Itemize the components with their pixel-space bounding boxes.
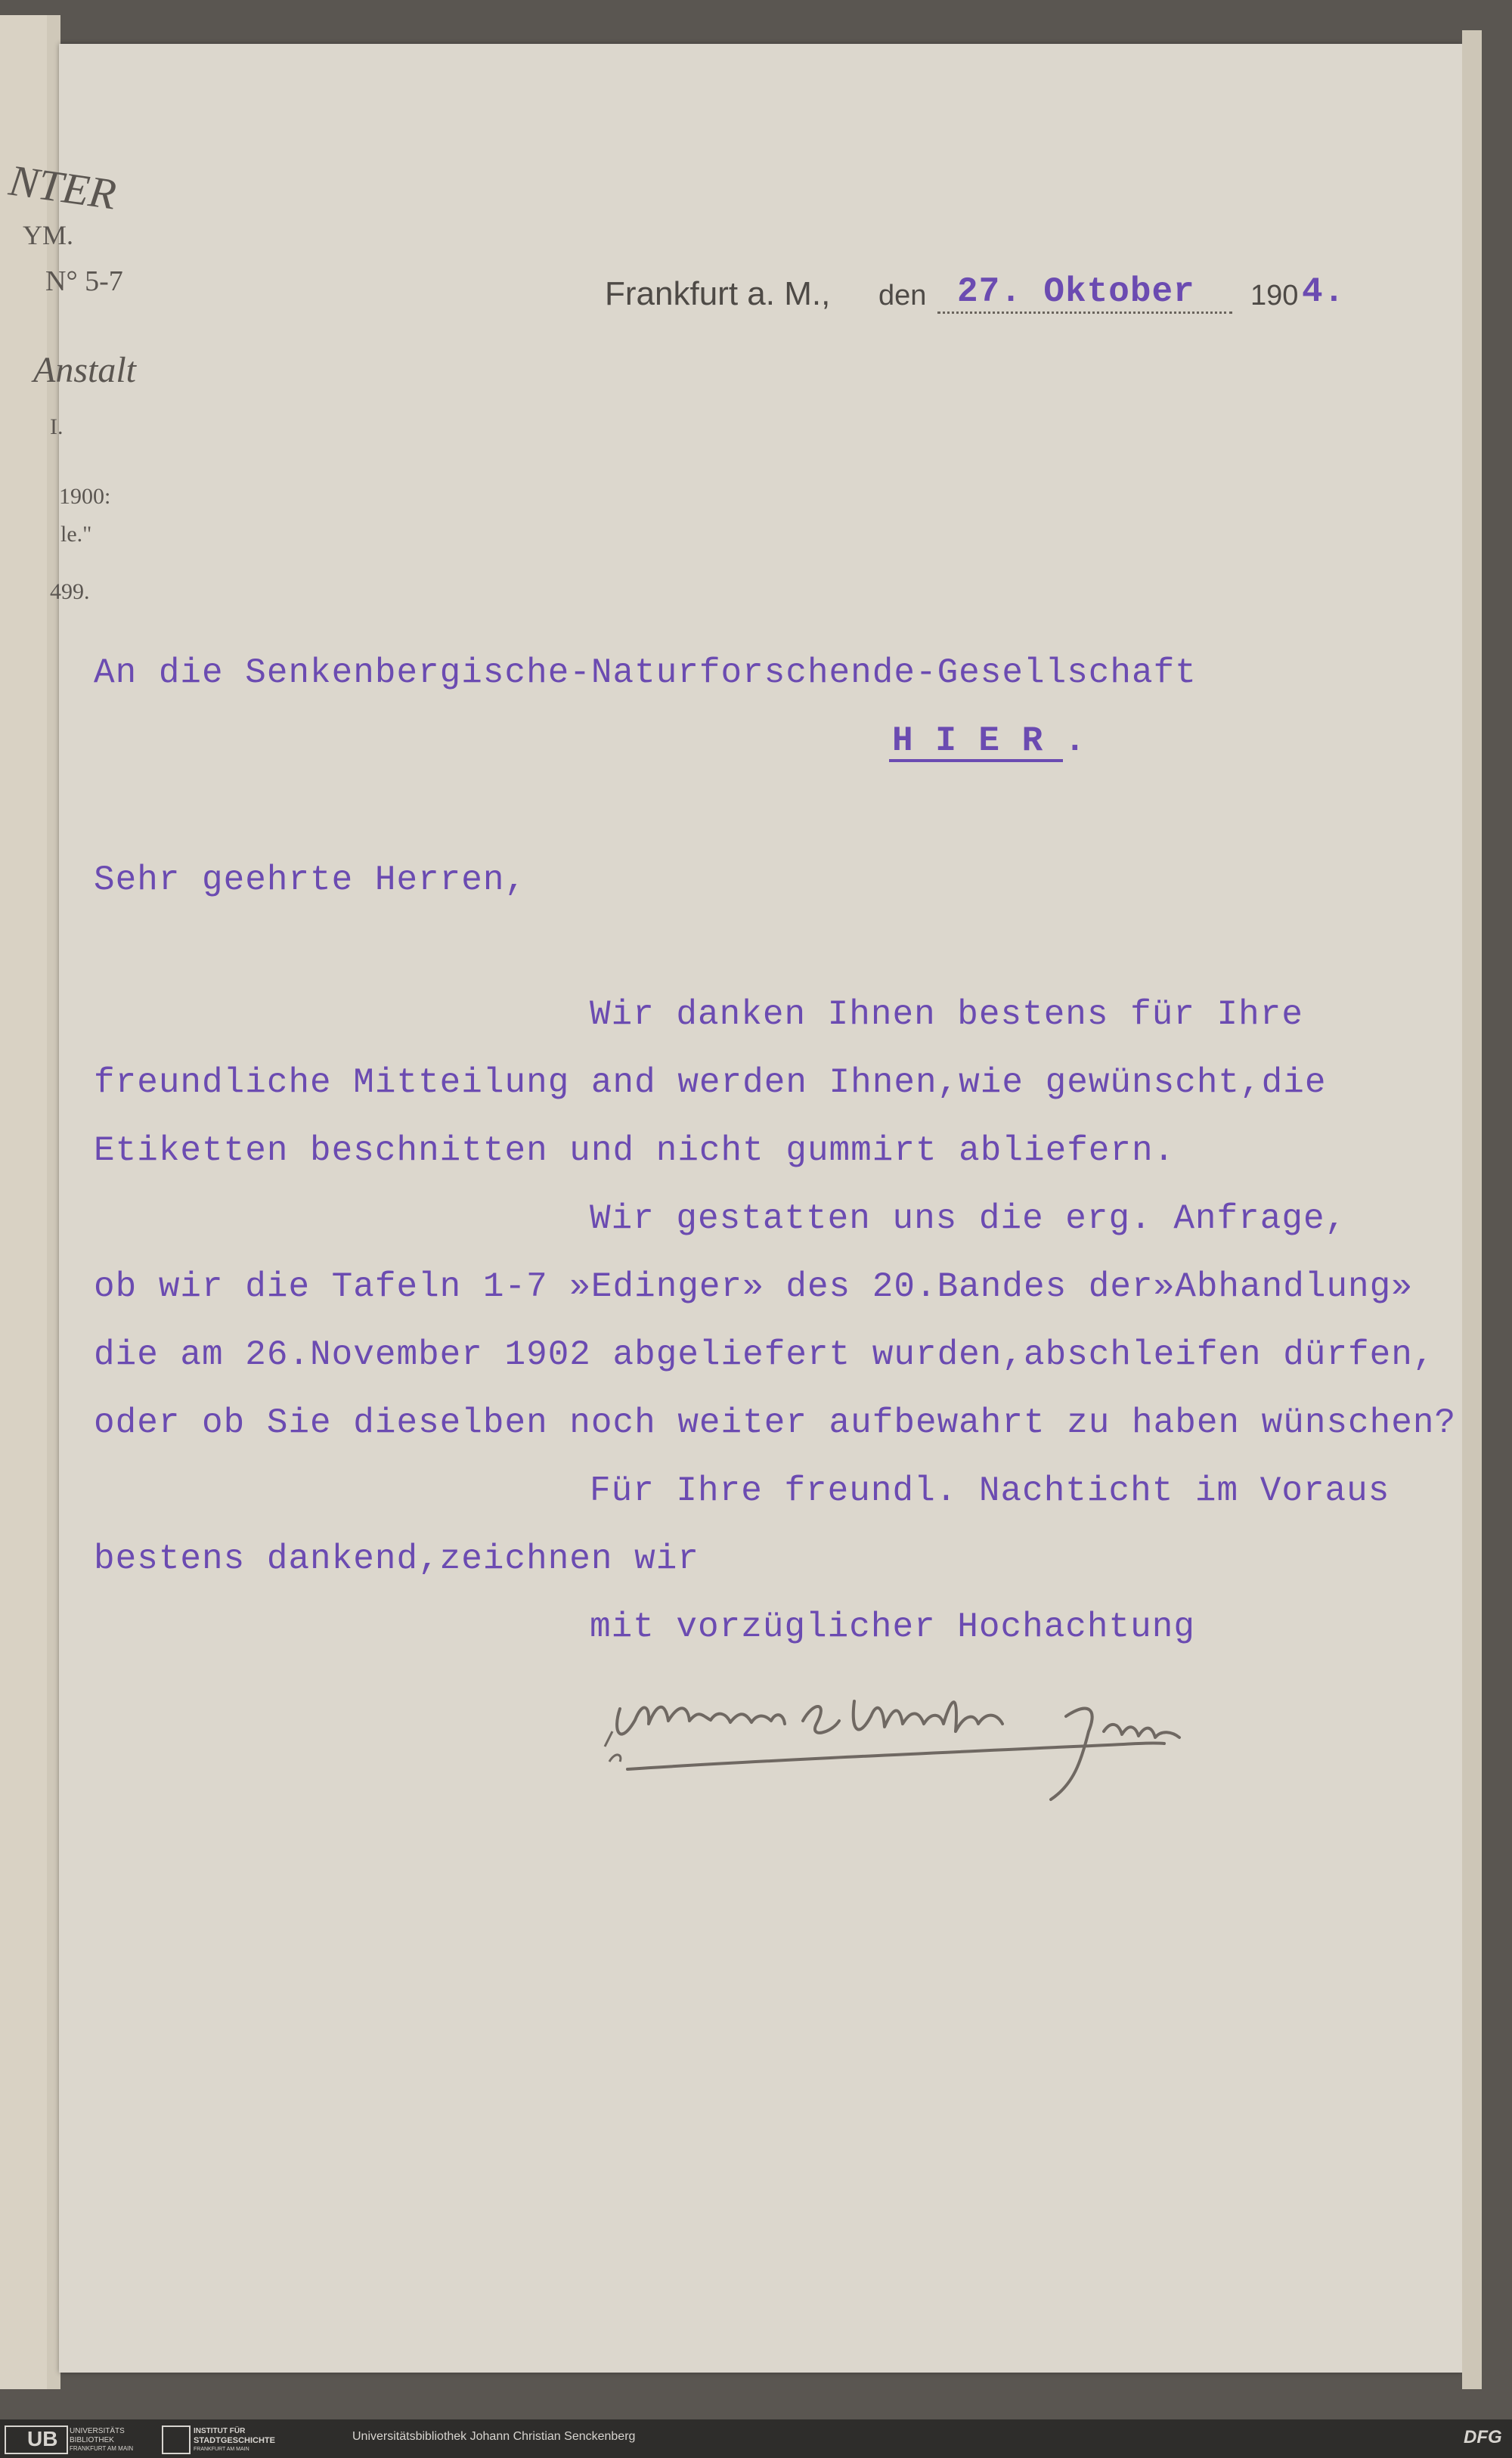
isg-logo <box>162 2425 191 2454</box>
ub-line: UNIVERSITÄTS <box>70 2427 125 2435</box>
isg-line: STADTGESCHICHTE <box>194 2436 275 2445</box>
isg-line: INSTITUT FÜR <box>194 2427 246 2435</box>
dfg-logo: DFG <box>1464 2427 1502 2447</box>
ub-line: BIBLIOTHEK <box>70 2436 114 2444</box>
dateline-place: Frankfurt a. M., <box>605 275 831 312</box>
letterhead-fragment: Anstalt <box>33 350 137 390</box>
letterhead-fragment: le." <box>60 522 92 547</box>
body-line: Für Ihre freundl. Nachticht im Voraus <box>590 1471 1390 1511</box>
isg-line: FRANKFURT AM MAIN <box>194 2447 249 2452</box>
dateline-den: den <box>878 280 927 312</box>
ub-line: FRANKFURT AM MAIN <box>70 2445 134 2452</box>
body-line: bestens dankend,zeichnen wir <box>94 1539 699 1579</box>
letterhead-fragment: NTER <box>6 155 119 219</box>
handwritten-signature <box>590 1648 1270 1845</box>
body-line: Etiketten beschnitten und nicht gummirt abliefern. <box>94 1131 1176 1170</box>
letterhead-fragment: N° 5-7 <box>45 265 123 297</box>
body-line: freundliche Mitteilung and werden Ihnen,wie gewünscht,die <box>94 1063 1327 1102</box>
letterhead-fragment: I. <box>50 414 64 439</box>
library-name: Universitätsbibliothek Johann Christian Senckenberg <box>352 2430 636 2443</box>
hier-label: H I E R <box>892 721 1044 761</box>
body-line: ob wir die Tafeln 1-7 »Edinger» des 20.Bandes der»Abhandlung» <box>94 1267 1413 1306</box>
body-line: Wir gestatten uns die erg. Anfrage, <box>590 1199 1347 1238</box>
letterhead-fragment: 1900: <box>59 484 111 509</box>
recipient-address: An die Senkenbergische-Naturforschende-Gesellschaft <box>94 653 1197 693</box>
body-line: die am 26.November 1902 abgeliefert wurden,abschleifen dürfen, <box>94 1335 1435 1375</box>
dateline-date: 27. Oktober <box>957 272 1195 312</box>
body-line: Wir danken Ihnen bestens für Ihre <box>590 995 1303 1034</box>
right-page-edge <box>1462 30 1482 2389</box>
letterhead-fragment: YM. <box>23 220 74 250</box>
salutation: Sehr geehrte Herren, <box>94 860 527 900</box>
hier-underline <box>889 759 1063 762</box>
dateline-year-prefix: 190 <box>1250 280 1299 312</box>
ub-logo-text: UB <box>27 2427 58 2450</box>
closing: mit vorzüglicher Hochachtung <box>590 1607 1195 1647</box>
date-dotted-line <box>937 312 1232 314</box>
body-line: oder ob Sie dieselben noch weiter aufbewahrt zu haben wünschen? <box>94 1403 1457 1443</box>
letterhead-fragment: 499. <box>50 579 90 604</box>
hier-dot: . <box>1064 721 1086 761</box>
dateline-year-suffix: 4. <box>1302 272 1346 312</box>
